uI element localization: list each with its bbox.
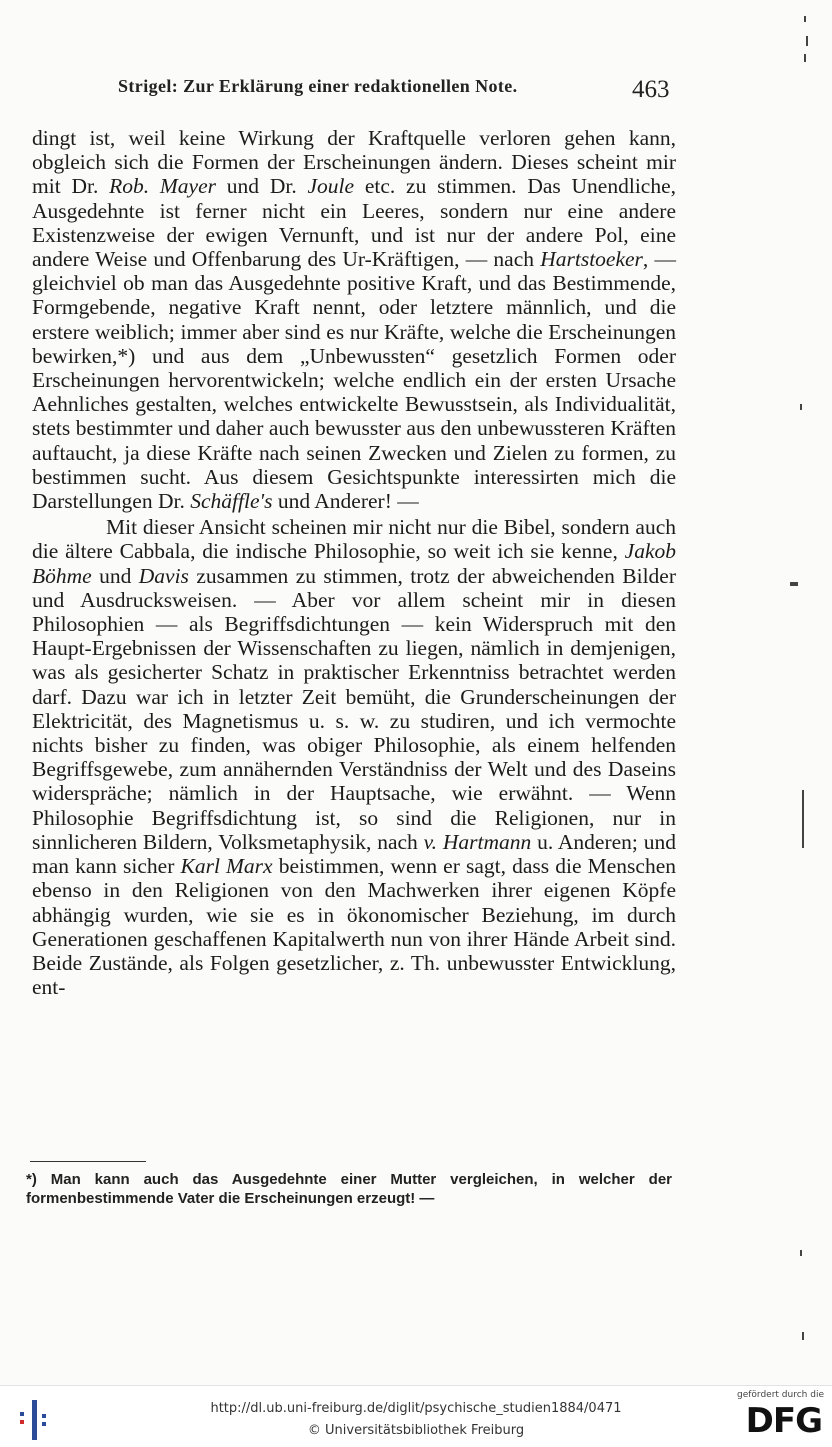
name-joule: Joule [307,174,355,199]
scan-edge-mark [800,1250,802,1256]
scan-edge-mark [804,54,806,62]
name-v-hartmann: v. Hartmann [423,829,532,854]
scan-edge-mark [790,582,798,586]
page-number: 463 [632,76,670,103]
document-permalink[interactable]: http://dl.ub.uni-freiburg.de/diglit/psychische_studien1884/0471 [210,1401,622,1416]
viewer-footer [0,1385,832,1447]
scan-edge-mark [806,36,808,46]
footnote: *) Man kann auch das Ausgedehnte einer Mutter vergleichen, in welcher der formenbestimmende Vater die Erscheinungen erzeugt! — [26,1171,672,1207]
name-davis: Davis [138,563,189,588]
body-text [32,126,676,999]
paragraph-1: dingt ist, weil keine Wirkung der Kraftquelle verloren gehen kann, obgleich sich die Formen der Erscheinungen ändern. Dieses scheint mir mit Dr. Rob. Mayer und Dr. Joule etc. zu stimmen. Das Unendliche, Ausgedehnte ist ferner nicht ein Leeres, sondern nur eine andere Existenzweise der ewigen Vernunft, und ist nur der andere Pol, eine andere Weise und Offenbarung des Ur-Kräftigen, — nach Hartstoeker, — gleichviel ob man das Ausgedehnte positive Kraft, und das Bestimmende, Formgebende, negative Kraft nennt, oder letztere männlich, und die erstere weiblich; immer aber sind es nur Kräfte, welche die Erscheinungen bewirken,*) und aus dem „Unbewussten“ gesetzlich Formen oder Erscheinungen hervorentwickeln; welche endlich ein der ersten Ursache Aehnliches gestalten, welches entwickelte Bewusstsein, als Individualität, stets bestimmter und daher auch bewusster aus den unbewussteren Kräften auftaucht, ja diese Kräfte nach seinen Zwecken und Zielen zu formen, zu bestimmen sucht. Aus diesem Gesichtspunkte interessirten mich die Darstellungen Dr. Schäffle's und Anderer! — [32,126,677,514]
scan-edge-mark [804,16,806,22]
name-rob-mayer: Rob. Mayer [109,174,217,199]
running-header: Strigel: Zur Erklärung einer redaktionellen Note. [118,76,518,96]
paragraph-2: Mit dieser Ansicht scheinen mir nicht nur die Bibel, sondern auch die ältere Cabbala, die indische Philosophie, so weit ich sie kenne, Jakob Böhme und Davis zusammen zu stimmen, trotz der abweichenden Bilder und Ausdrucksweisen. — Aber vor allem scheint mir in diesen Philosophien — als Begriffsdichtungen — kein Widerspruch mit den Haupt-Ergebnissen der Wissenschaften zu liegen, nämlich in demjenigen, was als gesicherter Schatz in praktischer Erkenntniss betrachtet werden darf. Dazu war ich in letzter Zeit bemüht, die Grunderscheinungen der Elektricität, des Magnetismus u. s. w. zu studiren, und ich vermochte nichts bisher zu finden, was obiger Philosophie, als einem helfenden Begriffsgewebe, zum annähernden Verständniss der Welt und des Daseins widerspräche; nämlich in der Hauptsache, wie erwähnt. — Wenn Philosophie Begriffsdichtung ist, so sind die Religionen, nur in sinnlicheren Bildern, Volksmetaphysik, nach v. Hartmann u. Anderen; und man kann sicher Karl Marx beistimmen, wenn er sagt, dass die Menschen ebenso in den Religionen von den Machwerken ihrer eigenen Köpfe abhängig wurden, wie sie es in ökonomischer Beziehung, im durch Generationen geschaffenen Kapitalwerth nun von ihrer Hände Arbeit sind. Beide Zustände, als Folgen gesetzlicher, z. Th. unbewusster Entwicklung, ent- [32,515,677,1000]
scan-edge-mark [802,1332,804,1340]
footnote-rule [30,1161,146,1162]
scan-edge-mark [802,790,804,848]
name-hartstoeker: Hartstoeker [540,247,643,272]
name-jakob-boehme: Jakob Böhme [32,539,676,588]
dfg-caption: gefördert durch die [737,1390,824,1400]
copyright-notice: © Universitätsbibliothek Freiburg [307,1423,525,1438]
name-karl-marx: Karl Marx [180,854,273,879]
dfg-logo-icon: DFG [745,1401,822,1441]
name-schaeffle: Schäffle's [190,489,273,514]
scan-edge-mark [800,404,802,410]
